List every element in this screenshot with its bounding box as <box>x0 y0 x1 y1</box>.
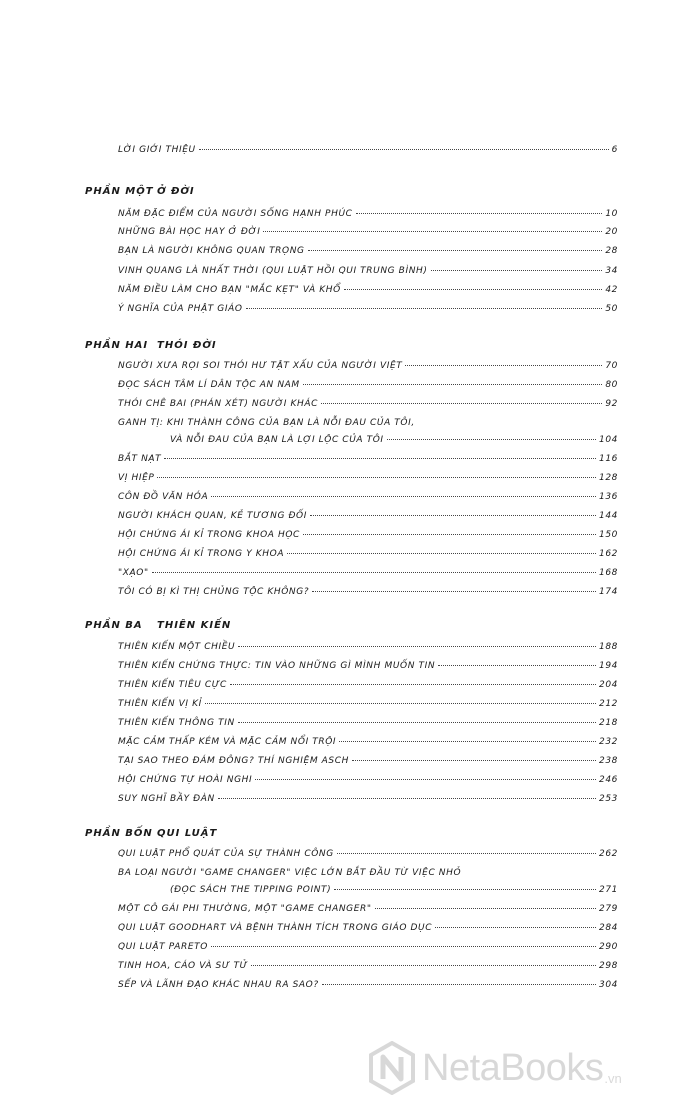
toc-entry[interactable] <box>118 208 618 220</box>
toc-entry-intro[interactable] <box>118 144 618 156</box>
dot-leader <box>157 477 596 478</box>
toc-entry[interactable] <box>118 641 618 653</box>
toc-entry[interactable] <box>118 453 618 465</box>
part-name: THIÊN KIẾN <box>157 620 232 631</box>
toc-entry-page: 116 <box>599 454 618 464</box>
toc-entry-page: 194 <box>599 661 618 671</box>
toc-entry-page: 168 <box>599 568 618 578</box>
toc-entry-page: 28 <box>605 246 618 256</box>
dot-leader <box>352 760 596 761</box>
toc-entry-title: QUI LUẬT PHỔ QUÁT CỦA SỰ THÀNH CÔNG <box>118 849 334 859</box>
toc-entry-page: 80 <box>605 380 618 390</box>
toc-entry[interactable] <box>118 586 618 598</box>
dot-leader <box>375 908 596 909</box>
toc-entry-title: NGƯỜI XƯA RỌI SOI THÓI HƯ TẬT XẤU CỦA NGƯỜI VIỆT <box>118 361 403 371</box>
dot-leader <box>337 853 596 854</box>
toc-entry-title: ĐỌC SÁCH TÂM LÍ DÂN TỘC AN NAM <box>118 380 300 390</box>
toc-entry-title: TÔI CÓ BỊ KÌ THỊ CHỦNG TỘC KHÔNG? <box>118 587 310 597</box>
dot-leader <box>164 458 596 459</box>
toc-entry-title: MỘT CÔ GÁI PHI THƯỜNG, MỘT "GAME CHANGER" <box>118 904 372 914</box>
toc-entry-title: MẶC CẢM THẤP KÉM VÀ MẶC CẢM NỔI TRỘI <box>118 737 337 747</box>
dot-leader <box>321 403 602 404</box>
dot-leader <box>246 308 603 309</box>
toc-entry[interactable] <box>118 398 618 410</box>
dot-leader <box>312 591 596 592</box>
toc-entry[interactable] <box>118 660 618 672</box>
toc-entry-page: 238 <box>599 756 618 766</box>
toc-entry-page: 218 <box>599 718 618 728</box>
toc-entry-page: 279 <box>599 904 618 914</box>
toc-entry[interactable] <box>118 755 618 767</box>
part-heading <box>85 828 217 839</box>
dot-leader <box>334 889 596 890</box>
toc-entry-title: THIÊN KIẾN THÔNG TIN <box>118 718 235 728</box>
toc-entry-page: 284 <box>599 923 618 933</box>
dot-leader <box>438 665 596 666</box>
toc-entry[interactable] <box>170 884 618 896</box>
toc-entry[interactable] <box>118 679 618 691</box>
dot-leader <box>356 213 603 214</box>
toc-entry-title: THIÊN KIẾN VỊ KỈ <box>118 699 202 709</box>
toc-entry-page: 20 <box>605 227 618 237</box>
toc-entry-page: 70 <box>605 361 618 371</box>
dot-leader <box>387 439 596 440</box>
toc-entry[interactable] <box>118 284 618 296</box>
toc-entry[interactable] <box>118 510 618 522</box>
part-name: Ở ĐỜI <box>157 186 195 197</box>
toc-entry-page: 6 <box>611 145 618 155</box>
dot-leader <box>238 646 596 647</box>
toc-entry[interactable] <box>118 379 618 391</box>
toc-entry[interactable] <box>118 472 618 484</box>
toc-entry-page: 144 <box>599 511 618 521</box>
toc-entry-page: 92 <box>605 399 618 409</box>
part-label: PHẦN BỐN <box>85 828 153 839</box>
toc-entry[interactable] <box>118 793 618 805</box>
dot-leader <box>339 741 596 742</box>
toc-entry-title: NHỮNG BÀI HỌC HAY Ở ĐỜI <box>118 227 261 237</box>
dot-leader <box>431 270 603 271</box>
toc-entry-title: BA LOẠI NGƯỜI "GAME CHANGER" VIỆC LỚN BẮT ĐẦU TỪ VIỆC NHỎ <box>118 868 462 878</box>
toc-entry-title: (ĐỌC SÁCH THE TIPPING POINT) <box>170 885 332 895</box>
toc-entry-page: 136 <box>599 492 618 502</box>
netabooks-logo-icon <box>368 1041 416 1095</box>
part-name: THÓI ĐỜI <box>157 340 217 351</box>
toc-entry-page: 10 <box>605 209 618 219</box>
toc-entry[interactable] <box>118 922 618 934</box>
toc-entry-title: SẾP VÀ LÃNH ĐẠO KHÁC NHAU RA SAO? <box>118 980 319 990</box>
dot-leader <box>251 965 596 966</box>
toc-entry[interactable] <box>118 529 618 541</box>
toc-entry[interactable] <box>118 774 618 786</box>
toc-entry-page: 262 <box>599 849 618 859</box>
part-heading <box>85 186 195 197</box>
toc-entry-title: HỘI CHỨNG ÁI KỈ TRONG Y KHOA <box>118 549 285 559</box>
part-name: QUI LUẬT <box>157 828 218 839</box>
toc-entry-page: 298 <box>599 961 618 971</box>
toc-entry-title: HỘI CHỨNG TỰ HOÀI NGHI <box>118 775 253 785</box>
toc-entry-title: THÓI CHÊ BAI (PHÁN XÉT) NGƯỜI KHÁC <box>118 399 318 409</box>
dot-leader <box>303 384 603 385</box>
toc-entry-title: NĂM ĐIỀU LÀM CHO BẠN "MẮC KẸT" VÀ KHỔ <box>118 285 341 295</box>
toc-entry[interactable] <box>118 698 618 710</box>
toc-entry-title: THIÊN KIẾN MỘT CHIỀU <box>118 642 236 652</box>
toc-entry-title: SUY NGHĨ BẦY ĐÀN <box>118 794 215 804</box>
watermark <box>368 1038 688 1098</box>
toc-entry[interactable] <box>118 491 618 503</box>
watermark-suffix: .vn <box>604 1071 622 1086</box>
dot-leader <box>211 946 596 947</box>
toc-entry[interactable] <box>118 548 618 560</box>
toc-entry-title: VINH QUANG LÀ NHẤT THỜI (QUI LUẬT HỒI QUI TRUNG BÌNH) <box>118 266 428 276</box>
toc-entry-page: 162 <box>599 549 618 559</box>
toc-entry-title: THIÊN KIẾN CHỨNG THỰC: TIN VÀO NHỮNG GÌ MÌNH MUỐN TIN <box>118 661 436 671</box>
dot-leader <box>344 289 603 290</box>
toc-entry[interactable] <box>118 303 618 315</box>
toc-entry-title: TẠI SAO THEO ĐÁM ĐÔNG? THÍ NGHIỆM ASCH <box>118 756 349 766</box>
toc-entry-page: 290 <box>599 942 618 952</box>
dot-leader <box>263 231 602 232</box>
toc-entry-page: 232 <box>599 737 618 747</box>
toc-entry[interactable] <box>118 848 618 860</box>
toc-entry-title: VỊ HIỆP <box>118 473 155 483</box>
toc-entry-title: "XẠO" <box>118 568 149 578</box>
toc-entry-title: BẮT NẠT <box>118 454 162 464</box>
dot-leader <box>218 798 596 799</box>
dot-leader <box>405 365 602 366</box>
toc-entry-page: 128 <box>599 473 618 483</box>
toc-entry-page: 246 <box>599 775 618 785</box>
toc-entry[interactable] <box>118 360 618 372</box>
toc-entry-title: NĂM ĐẶC ĐIỂM CỦA NGƯỜI SỐNG HẠNH PHÚC <box>118 209 353 219</box>
dot-leader <box>255 779 596 780</box>
dot-leader <box>435 927 596 928</box>
toc-entry-title: NGƯỜI KHÁCH QUAN, KẺ TƯƠNG ĐỐI <box>118 511 307 521</box>
toc-entry[interactable] <box>118 941 618 953</box>
dot-leader <box>211 496 596 497</box>
part-label: PHẦN MỘT <box>85 186 154 197</box>
toc-entry[interactable] <box>118 567 618 579</box>
toc-entry[interactable] <box>118 979 618 991</box>
dot-leader <box>322 984 596 985</box>
part-label: PHẦN HAI <box>85 340 149 351</box>
dot-leader <box>287 553 596 554</box>
toc-entry-title: Ý NGHĨA CỦA PHẬT GIÁO <box>118 304 243 314</box>
toc-entry-page: 50 <box>605 304 618 314</box>
toc-entry[interactable] <box>118 226 618 238</box>
toc-entry[interactable] <box>118 717 618 729</box>
toc-entry[interactable] <box>118 736 618 748</box>
toc-entry-title: TINH HOA, CÁO VÀ SƯ TỬ <box>118 961 248 971</box>
toc-entry[interactable] <box>118 245 618 257</box>
dot-leader <box>205 703 596 704</box>
dot-leader <box>303 534 596 535</box>
toc-entry[interactable] <box>170 434 618 446</box>
toc-entry-title: THIÊN KIẾN TIÊU CỰC <box>118 680 227 690</box>
part-heading <box>85 340 217 351</box>
toc-entry-continued[interactable] <box>118 417 618 429</box>
toc-entry-title: BẠN LÀ NGƯỜI KHÔNG QUAN TRỌNG <box>118 246 305 256</box>
toc-entry-page: 104 <box>599 435 618 445</box>
toc-entry-page: 253 <box>599 794 618 804</box>
toc-entry-title: QUI LUẬT PARETO <box>118 942 208 952</box>
dot-leader <box>308 250 603 251</box>
toc-entry-title: LỜI GIỚI THIỆU <box>118 145 196 155</box>
toc-entry-page: 304 <box>599 980 618 990</box>
toc-entry-title: QUI LUẬT GOODHART VÀ BỆNH THÀNH TÍCH TRONG GIÁO DỤC <box>118 923 433 933</box>
dot-leader <box>199 149 609 150</box>
toc-entry-page: 42 <box>605 285 618 295</box>
dot-leader <box>238 722 596 723</box>
part-label: PHẦN BA <box>85 620 143 631</box>
dot-leader <box>230 684 596 685</box>
toc-entry-continued[interactable] <box>118 867 618 879</box>
toc-entry-page: 212 <box>599 699 618 709</box>
toc-entry-title: CÔN ĐỒ VĂN HÓA <box>118 492 209 502</box>
toc-entry[interactable] <box>118 960 618 972</box>
toc-entry-page: 174 <box>599 587 618 597</box>
dot-leader <box>310 515 596 516</box>
toc-entry-title: VÀ NỖI ĐAU CỦA BẠN LÀ LỢI LỘC CỦA TÔI <box>170 435 384 445</box>
toc-entry-title: HỘI CHỨNG ÁI KỈ TRONG KHOA HỌC <box>118 530 300 540</box>
toc-entry[interactable] <box>118 265 618 277</box>
toc-entry-title: GANH TỊ: KHI THÀNH CÔNG CỦA BẠN LÀ NỖI ĐAU CỦA TÔI, <box>118 418 415 428</box>
toc-entry-page: 34 <box>605 266 618 276</box>
dot-leader <box>152 572 596 573</box>
toc-entry-page: 204 <box>599 680 618 690</box>
toc-entry-page: 271 <box>599 885 618 895</box>
watermark-brand: NetaBooks <box>422 1046 604 1089</box>
part-heading <box>85 620 231 631</box>
toc-entry[interactable] <box>118 903 618 915</box>
toc-entry-page: 188 <box>599 642 618 652</box>
toc-entry-page: 150 <box>599 530 618 540</box>
